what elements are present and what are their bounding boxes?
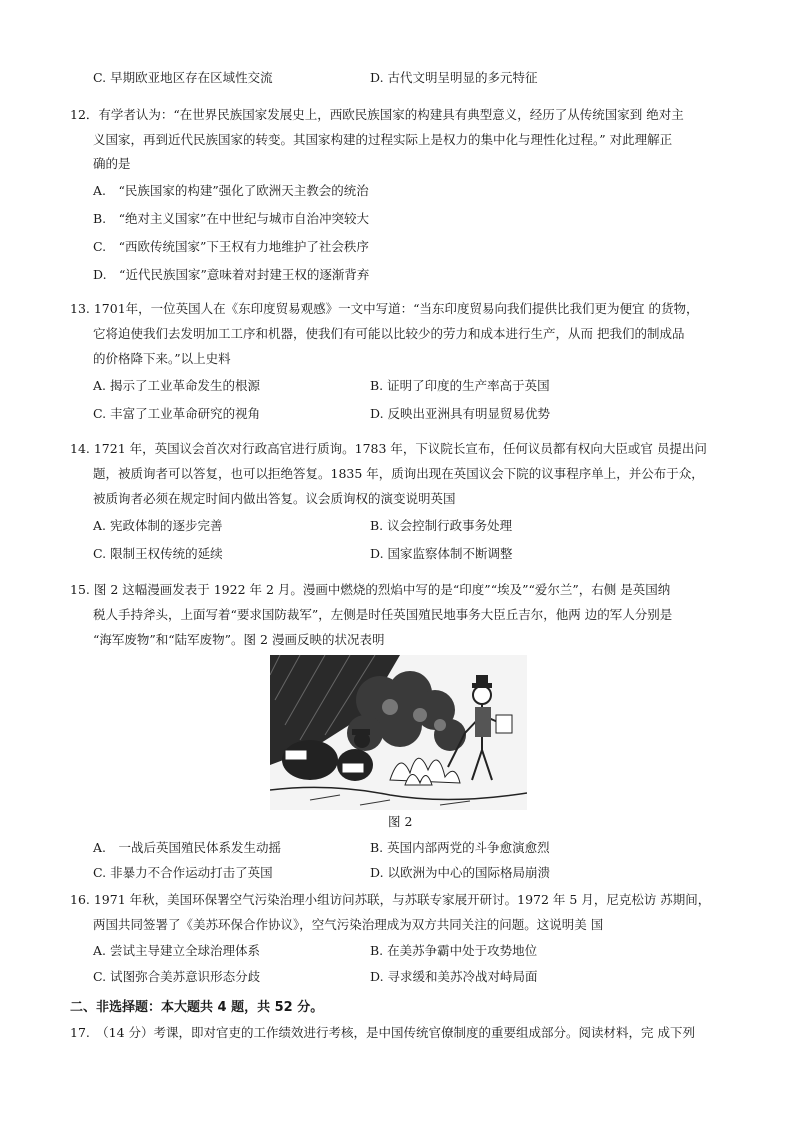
q13-stem-line-2: 它将迫使我们去发明加工工序和机器，使我们有可能以比较少的劳力和成本进行生产，从而 把我们的制成品 [93,326,685,341]
figure-caption: 图 2 [388,814,413,829]
cartoon-figure-image [270,655,527,810]
q15-stem-line-2: 税人手持斧头，上面写着“要求国防裁军”，左侧是时任英国殖民地事务大臣丘吉尔，他两 边的军人分别是 [93,607,673,622]
q12-option-b: B. “绝对主义国家”在中世纪与城市自治冲突较大 [93,211,369,226]
q12-option-c: C. “西欧传统国家”下王权有力地维护了社会秩序 [93,239,369,254]
section-heading: 二、非选择题：本大题共 4 题，共 52 分。 [70,1000,324,1015]
q15-stem-line-1: 15. 图 2 这幅漫画发表于 1922 年 2 月。漫画中燃烧的烈焰中写的是“印度”“埃及”“爱尔兰”，右侧 是英国纳 [70,582,671,597]
q13-option-b: B. 证明了印度的生产率高于英国 [370,378,550,393]
q13-option-d: D. 反映出亚洲具有明显贸易优势 [370,406,551,421]
q16-stem-line-1: 16. 1971 年秋，美国环保署空气污染治理小组访问苏联，与苏联专家展开研讨。1972 年 5 月，尼克松访 苏期间， [70,892,711,907]
q13-option-c: C. 丰富了工业革命研究的视角 [93,406,261,421]
q14-option-a: A. 宪政体制的逐步完善 [93,518,223,533]
q16-option-c: C. 试图弥合美苏意识形态分歧 [93,969,261,984]
q12-stem-line-3: 确的是 [93,156,131,171]
q13-option-a: A. 揭示了工业革命发生的根源 [93,378,260,393]
q16-option-a: A. 尝试主导建立全球治理体系 [93,943,260,958]
q15-option-c: C. 非暴力不合作运动打击了英国 [93,865,273,880]
q14-stem-line-3: 被质询者必须在规定时间内做出答复。议会质询权的演变说明英国 [93,491,456,506]
q14-stem-line-2: 题，被质询者可以答复，也可以拒绝答复。1835 年，质询出现在英国议会下院的议事程序单上，并公布于众， [93,466,704,481]
q14-option-c: C. 限制王权传统的延续 [93,546,223,561]
q15-option-a: A. 一战后英国殖民体系发生动摇 [93,840,282,855]
q13-stem-line-1: 13. 1701年，一位英国人在《东印度贸易观感》一文中写道：“当东印度贸易向我们提供比我们更为便宜 的货物， [70,301,699,316]
q14-option-b: B. 议会控制行政事务处理 [370,518,513,533]
q14-stem-line-1: 14. 1721 年，英国议会首次对行政高官进行质询。1783 年，下议院长宣布，任何议员都有权向大臣或官 员提出问 [70,441,707,456]
q14-option-d: D. 国家监察体制不断调整 [370,546,513,561]
q12-option-d: D. “近代民族国家”意味着对封建王权的逐渐背弃 [93,267,370,282]
q15-stem-line-3: “海军废物”和“陆军废物”。图 2 漫画反映的状况表明 [93,632,385,647]
q16-option-d: D. 寻求缓和美苏冷战对峙局面 [370,969,538,984]
q17-stem-line-1: 17. （14 分）考课，即对官吏的工作绩效进行考核，是中国传统官僚制度的重要组成部分。阅读材料，完 成下列 [70,1025,695,1040]
q15-option-d: D. 以欧洲为中心的国际格局崩溃 [370,865,551,880]
q12-stem-line-2: 义国家，再到近代民族国家的转变。其国家构建的过程实际上是权力的集中化与理性化过程。” 对此理解正 [93,132,673,147]
q11-option-d: D. 古代文明呈明显的多元特征 [370,70,538,85]
q15-option-b: B. 英国内部两党的斗争愈演愈烈 [370,840,550,855]
q12-stem-line-1: 12．有学者认为：“在世界民族国家发展史上，西欧民族国家的构建具有典型意义，经历了从传统国家到 绝对主 [70,107,684,122]
q13-stem-line-3: 的价格降下来。”以上史料 [93,351,231,366]
q16-option-b: B. 在美苏争霸中处于攻势地位 [370,943,538,958]
q16-stem-line-2: 两国共同签署了《美苏环保合作协议》，空气污染治理成为双方共同关注的问题。这说明美 国 [93,917,604,932]
q11-option-c: C. 早期欧亚地区存在区域性交流 [93,70,273,85]
q12-option-a: A. “民族国家的构建”强化了欧洲天主教会的统治 [93,183,369,198]
